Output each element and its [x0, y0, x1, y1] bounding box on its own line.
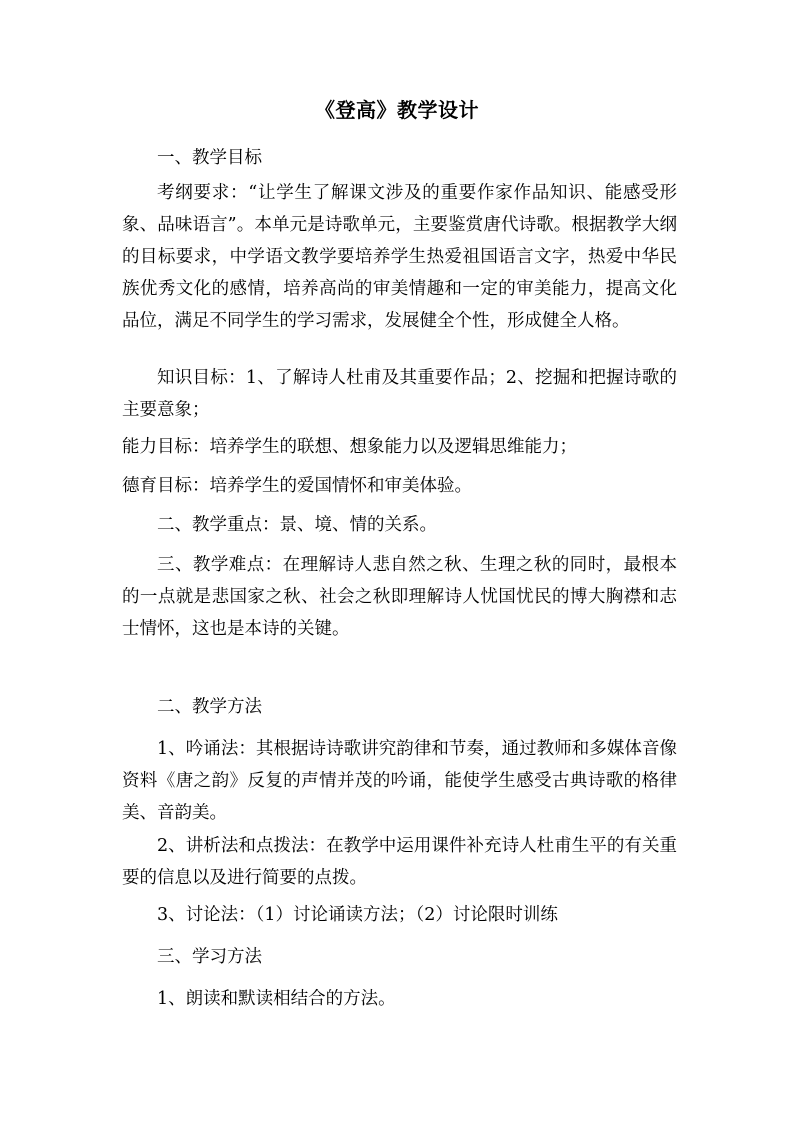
section-heading-objectives: 一、教学目标 [157, 148, 262, 168]
difficulties-paragraph: 三、教学难点：在理解诗人悲自然之秋、生理之秋的同时，最根本的一点就是悲国家之秋、社会之秋即理解诗人忧国忧民的博大胸襟和志士情怀，这也是本诗的关键。 [122, 555, 677, 639]
document-title: 《登高》教学设计 [315, 98, 479, 122]
method-discussion-paragraph: 3、讨论法：（1）讨论诵读方法；（2）讨论限时训练 [157, 905, 558, 925]
section-heading-methods: 二、教学方法 [157, 697, 262, 717]
key-points-paragraph: 二、教学重点：景、境、情的关系。 [157, 515, 437, 535]
syllabus-paragraph: 考纲要求：“让学生了解课文涉及的重要作家作品知识、能感受形象、品味语言”。本单元是诗歌单元，主要鉴赏唐代诗歌。根据教学大纲的目标要求，中学语文教学要培养学生热爱祖国语言文字，热爱中华民族优秀文化的感情，培养高尚的审美情趣和一定的审美能力，提高文化品位，满足不同学生的学习需求，发展健全个性，形成健全人格。 [122, 183, 677, 331]
moral-goal-paragraph: 德育目标：培养学生的爱国情怀和审美体验。 [122, 476, 472, 496]
ability-goal-paragraph: 能力目标：培养学生的联想、想象能力以及逻辑思维能力； [122, 437, 577, 457]
knowledge-goal-paragraph: 知识目标：1、了解诗人杜甫及其重要作品；2、挖掘和把握诗歌的主要意象； [122, 368, 677, 420]
method-recitation-paragraph: 1、吟诵法：其根据诗诗歌讲究韵律和节奏，通过教师和多媒体音像资料《唐之韵》反复的声情并茂的吟诵，能使学生感受古典诗歌的格律美、音韵美。 [122, 739, 677, 823]
method-explanation-paragraph: 2、讲析法和点拨法：在教学中运用课件补充诗人杜甫生平的有关重要的信息以及进行简要的点拨。 [122, 836, 677, 888]
section-heading-learning: 三、学习方法 [157, 947, 262, 967]
learning-method-paragraph: 1、朗读和默读相结合的方法。 [157, 989, 396, 1009]
